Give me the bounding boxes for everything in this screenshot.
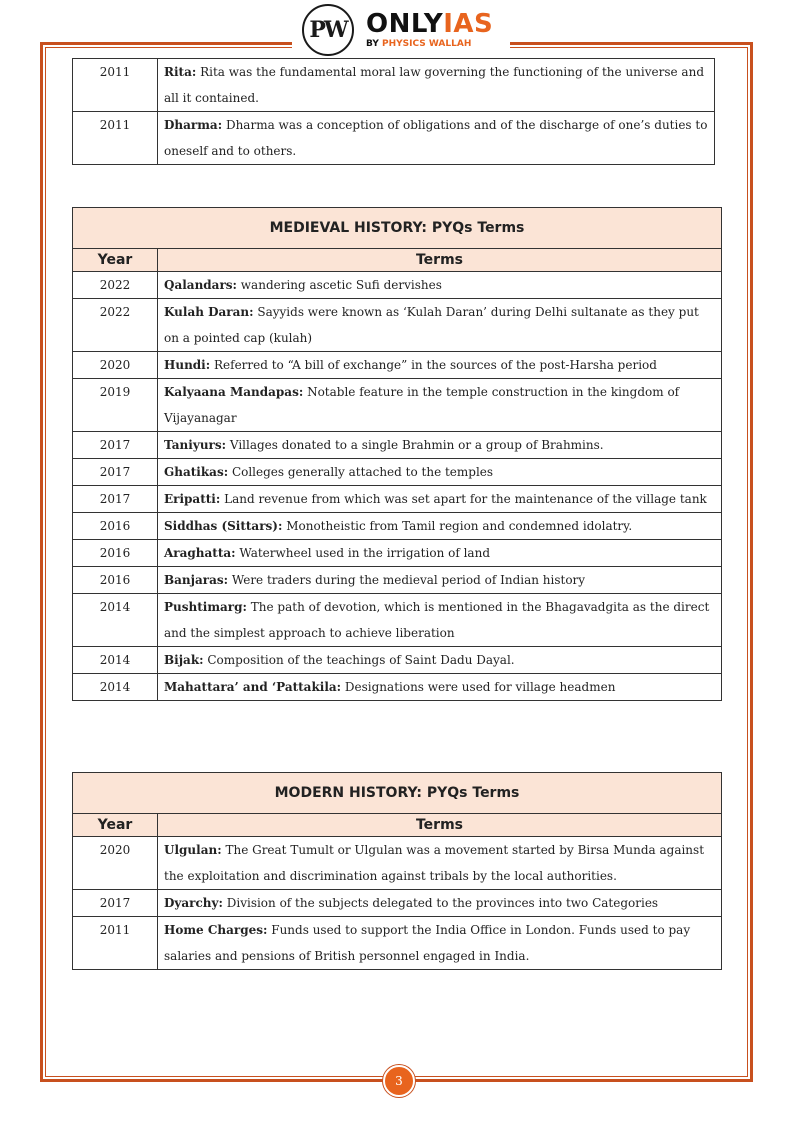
table-row bbox=[73, 837, 722, 890]
term-name: Banjaras: bbox=[164, 573, 229, 587]
table-row bbox=[73, 272, 722, 299]
term-description: Composition of the teachings of Saint Dadu Dayal. bbox=[203, 653, 515, 667]
ancient-terms-table-continued bbox=[72, 58, 715, 165]
row-term-cell bbox=[158, 567, 722, 594]
term-name: Ghatikas: bbox=[164, 465, 229, 479]
term-name: Kalyaana Mandapas: bbox=[164, 385, 304, 399]
table-row bbox=[73, 647, 722, 674]
medieval-terms-table bbox=[72, 207, 722, 701]
term-name: Bijak: bbox=[164, 653, 204, 667]
term-description: Notable feature in the temple construction in the kingdom of Vijayanagar bbox=[164, 385, 680, 425]
row-term-cell bbox=[158, 379, 722, 432]
table-row bbox=[73, 917, 722, 970]
row-year: 2017 bbox=[73, 432, 158, 459]
row-term-cell bbox=[158, 917, 722, 970]
row-term-cell bbox=[158, 299, 722, 352]
row-year: 2011 bbox=[73, 917, 158, 970]
term-name: Hundi: bbox=[164, 358, 211, 372]
term-description: wandering ascetic Sufi dervishes bbox=[236, 278, 442, 292]
term-description: Funds used to support the India Office in London. Funds used to pay salaries and pensions of British personnel engaged in India. bbox=[164, 923, 691, 963]
table-row bbox=[73, 299, 722, 352]
row-term-cell bbox=[158, 513, 722, 540]
term-description: The Great Tumult or Ulgulan was a movement started by Birsa Munda against the exploitation and discrimination against tribals by the local authorities. bbox=[164, 843, 705, 883]
row-term-cell bbox=[158, 647, 722, 674]
row-year: 2014 bbox=[73, 594, 158, 647]
table-row bbox=[73, 59, 715, 112]
term-description: Monotheistic from Tamil region and condemned idolatry. bbox=[282, 519, 633, 533]
table-row bbox=[73, 513, 722, 540]
row-term-cell bbox=[158, 59, 715, 112]
term-description: Rita was the fundamental moral law governing the functioning of the universe and all it contained. bbox=[164, 65, 704, 105]
row-year: 2016 bbox=[73, 513, 158, 540]
row-year: 2014 bbox=[73, 674, 158, 701]
table-row bbox=[73, 594, 722, 647]
term-name: Eripatti: bbox=[164, 492, 221, 506]
row-year: 2011 bbox=[73, 59, 158, 112]
pw-logo-icon: PW bbox=[302, 4, 354, 56]
table-row bbox=[73, 459, 722, 486]
brand-name-part2: IAS bbox=[443, 9, 494, 39]
term-name: Mahattara’ and ‘Pattakila: bbox=[164, 680, 342, 694]
term-name: Qalandars: bbox=[164, 278, 237, 292]
row-year: 2016 bbox=[73, 567, 158, 594]
row-year: 2020 bbox=[73, 837, 158, 890]
term-name: Araghatta: bbox=[164, 546, 236, 560]
brand-block bbox=[366, 11, 493, 49]
term-name: Rita: bbox=[164, 65, 197, 79]
row-year: 2019 bbox=[73, 379, 158, 432]
row-term-cell bbox=[158, 540, 722, 567]
row-year: 2016 bbox=[73, 540, 158, 567]
modern-col-terms: Terms bbox=[158, 814, 722, 837]
table-row bbox=[73, 352, 722, 379]
row-term-cell bbox=[158, 486, 722, 513]
brand-name-part1: ONLY bbox=[366, 9, 444, 39]
row-term-cell bbox=[158, 112, 715, 165]
table-row bbox=[73, 890, 722, 917]
row-year: 2017 bbox=[73, 890, 158, 917]
row-term-cell bbox=[158, 837, 722, 890]
row-year: 2014 bbox=[73, 647, 158, 674]
row-year: 2022 bbox=[73, 299, 158, 352]
row-term-cell bbox=[158, 432, 722, 459]
term-description: Waterwheel used in the irrigation of land bbox=[235, 546, 490, 560]
medieval-table-title: MEDIEVAL HISTORY: PYQs Terms bbox=[73, 208, 722, 249]
medieval-col-terms: Terms bbox=[158, 249, 722, 272]
table-row bbox=[73, 674, 722, 701]
brand-tagline-part1: BY bbox=[366, 39, 383, 49]
header-logo bbox=[292, 0, 510, 60]
term-description: Dharma was a conception of obligations and of the discharge of one’s duties to oneself and to others. bbox=[164, 118, 708, 158]
row-term-cell bbox=[158, 272, 722, 299]
row-year: 2011 bbox=[73, 112, 158, 165]
term-name: Dharma: bbox=[164, 118, 223, 132]
modern-table-title: MODERN HISTORY: PYQs Terms bbox=[73, 773, 722, 814]
row-year: 2022 bbox=[73, 272, 158, 299]
term-description: Division of the subjects delegated to the provinces into two Categories bbox=[222, 896, 659, 910]
term-description: Villages donated to a single Brahmin or a group of Brahmins. bbox=[226, 438, 604, 452]
table-row bbox=[73, 432, 722, 459]
term-name: Taniyurs: bbox=[164, 438, 227, 452]
row-year: 2020 bbox=[73, 352, 158, 379]
term-name: Home Charges: bbox=[164, 923, 268, 937]
term-description: The path of devotion, which is mentioned in the Bhagavadgita as the direct and the simplest approach to achieve liberation bbox=[164, 600, 710, 640]
row-term-cell bbox=[158, 352, 722, 379]
table-row bbox=[73, 112, 715, 165]
term-name: Ulgulan: bbox=[164, 843, 222, 857]
term-description: Designations were used for village headmen bbox=[341, 680, 616, 694]
term-description: Sayyids were known as ‘Kulah Daran’ during Delhi sultanate as they put on a pointed cap (kulah) bbox=[164, 305, 699, 345]
term-name: Kulah Daran: bbox=[164, 305, 254, 319]
term-description: Referred to “A bill of exchange” in the sources of the post-Harsha period bbox=[210, 358, 657, 372]
brand-name bbox=[366, 11, 493, 37]
row-year: 2017 bbox=[73, 459, 158, 486]
term-name: Siddhas (Sittars): bbox=[164, 519, 283, 533]
term-description: Were traders during the medieval period of Indian history bbox=[228, 573, 586, 587]
term-name: Dyarchy: bbox=[164, 896, 223, 910]
brand-tagline bbox=[366, 40, 493, 49]
row-term-cell bbox=[158, 459, 722, 486]
modern-terms-table bbox=[72, 772, 722, 970]
row-term-cell bbox=[158, 890, 722, 917]
row-term-cell bbox=[158, 594, 722, 647]
medieval-col-year: Year bbox=[73, 249, 158, 272]
row-year: 2017 bbox=[73, 486, 158, 513]
table-row bbox=[73, 486, 722, 513]
brand-tagline-part2: PHYSICS WALLAH bbox=[382, 39, 472, 49]
row-term-cell bbox=[158, 674, 722, 701]
term-description: Colleges generally attached to the temples bbox=[228, 465, 494, 479]
page-number: 3 bbox=[383, 1065, 415, 1097]
term-description: Land revenue from which was set apart for the maintenance of the village tank bbox=[220, 492, 707, 506]
modern-col-year: Year bbox=[73, 814, 158, 837]
table-row bbox=[73, 540, 722, 567]
table-row bbox=[73, 379, 722, 432]
table-row bbox=[73, 567, 722, 594]
term-name: Pushtimarg: bbox=[164, 600, 247, 614]
